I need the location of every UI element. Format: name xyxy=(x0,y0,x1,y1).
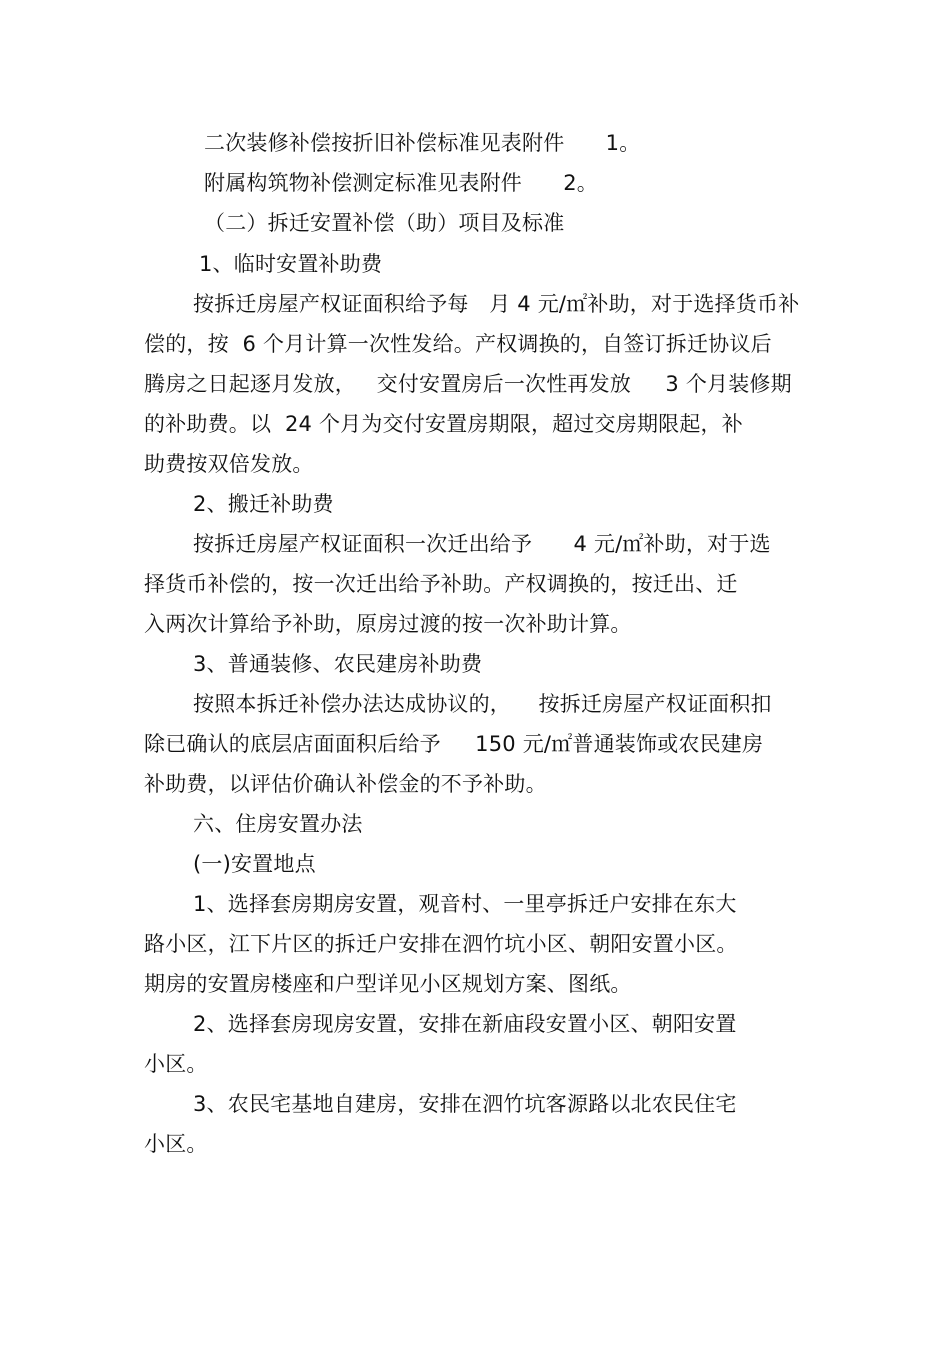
text-line: 择货币补偿的，按一次迁出给予补助。产权调换的，按迁出、迁 xyxy=(144,572,738,596)
text-line: 腾房之日起逐月发放， 交付安置房后一次性再发放 3 个月装修期 xyxy=(144,372,792,396)
text-line: 补助费，以评估价确认补偿金的不予补助。 xyxy=(144,772,547,796)
text-line: 偿的，按 6 个月计算一次性发给。产权调换的，自签订拆迁协议后 xyxy=(144,332,772,356)
text-line: 按照本拆迁补偿办法达成协议的， 按拆迁房屋产权证面积扣 xyxy=(193,692,772,716)
text-line: 2、选择套房现房安置，安排在新庙段安置小区、朝阳安置 xyxy=(193,1012,737,1036)
text-line: 入两次计算给予补助，原房过渡的按一次补助计算。 xyxy=(144,612,632,636)
text-line: 小区。 xyxy=(144,1052,208,1076)
text-line: 助费按双倍发放。 xyxy=(144,452,314,476)
text-line: 的补助费。以 24 个月为交付安置房期限，超过交房期限起，补 xyxy=(144,412,743,436)
text-line: 按拆迁房屋产权证面积一次迁出给予 4 元/㎡补助，对于选 xyxy=(193,532,771,556)
text-line: 二次装修补偿按折旧补偿标准见表附件 1。 xyxy=(204,131,641,155)
text-line: 路小区，江下片区的拆迁户安排在泗竹坑小区、朝阳安置小区。 xyxy=(144,932,738,956)
text-line: 按拆迁房屋产权证面积给予每 月 4 元/㎡补助，对于选择货币补 xyxy=(193,292,800,316)
subsection-heading: (一)安置地点 xyxy=(193,852,316,876)
text-line: 小区。 xyxy=(144,1132,208,1156)
text-line: 3、农民宅基地自建房，安排在泗竹坑客源路以北农民住宅 xyxy=(193,1092,737,1116)
text-line: 期房的安置房楼座和户型详见小区规划方案、图纸。 xyxy=(144,972,632,996)
text-line: 附属构筑物补偿测定标准见表附件 2。 xyxy=(204,171,599,195)
subsection-heading: 3、普通装修、农民建房补助费 xyxy=(193,652,483,676)
subsection-heading: 2、搬迁补助费 xyxy=(193,492,334,516)
section-heading: 六、住房安置办法 xyxy=(193,812,363,836)
text-line: 1、选择套房期房安置，观音村、一里亭拆迁户安排在东大 xyxy=(193,892,737,916)
text-line: 除已确认的底层店面面积后给予 150 元/㎡普通装饰或农民建房 xyxy=(144,732,764,756)
subsection-heading: 1、临时安置补助费 xyxy=(199,252,383,276)
section-heading: （二）拆迁安置补偿（助）项目及标准 xyxy=(204,211,565,235)
